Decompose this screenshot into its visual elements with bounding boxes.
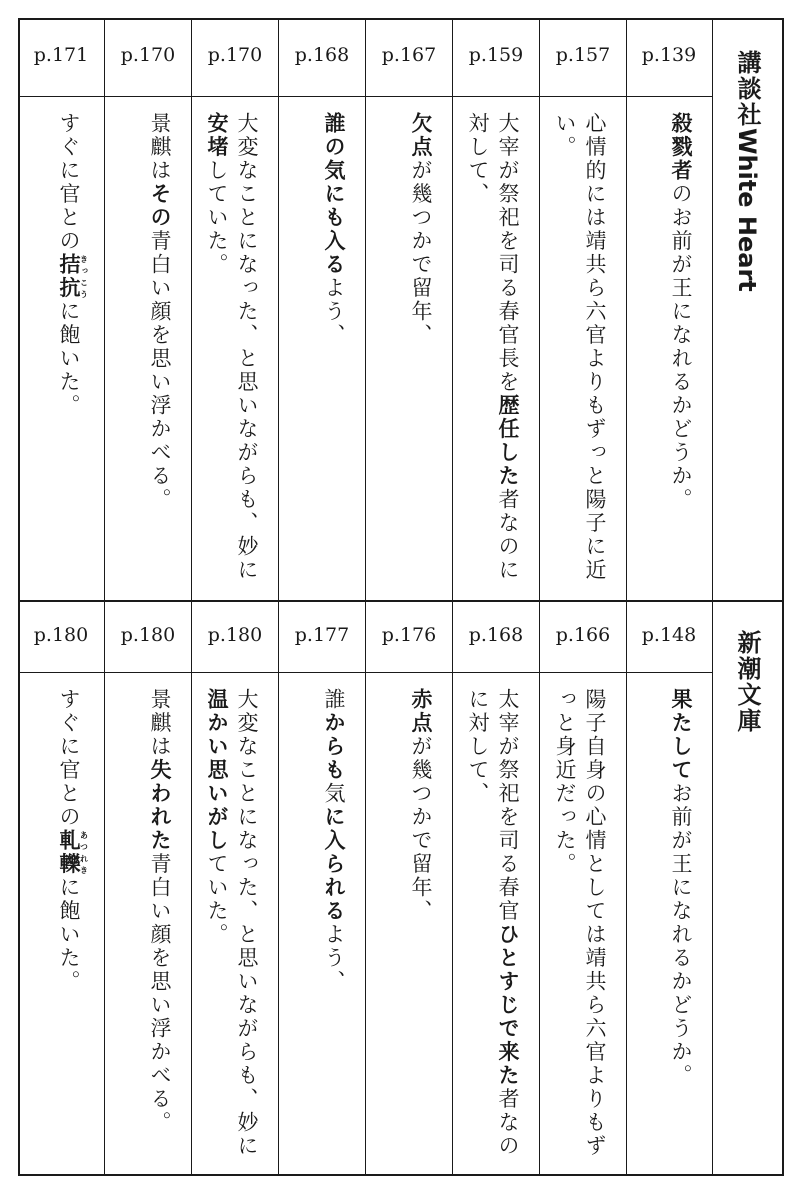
quote-text: 欠点が幾つかで留年、	[409, 112, 433, 347]
publisher-column-divider	[712, 20, 713, 1174]
column-divider	[104, 20, 105, 1174]
page-number: p.148	[641, 624, 697, 646]
quote-text: 誰からも気に入られるよう、	[322, 688, 346, 994]
quote-text: 景麒はその青白い顔を思い浮かべる。	[148, 112, 172, 512]
comparison-table	[18, 18, 784, 1176]
quote-text: 誰の気にも入るよう、	[322, 112, 346, 347]
edition-divider	[20, 600, 782, 602]
page-number: p.170	[120, 44, 176, 66]
quote-text: 大変なことになった、と思いながらも、妙に温かい思いがしていた。	[205, 688, 259, 1158]
quote-text: 景麒は失われた青白い顔を思い浮かべる。	[148, 688, 172, 1135]
publisher-label-top: 講談社White Heart	[733, 50, 761, 292]
column-divider	[626, 20, 627, 1174]
quote-text: すぐに官との軋轢あつれきに飽いた。	[57, 688, 89, 994]
page-number: p.157	[555, 44, 611, 66]
page-number: p.180	[120, 624, 176, 646]
page-number: p.170	[207, 44, 263, 66]
column-divider	[191, 20, 192, 1174]
page-number: p.159	[468, 44, 524, 66]
quote-text: 赤点が幾つかで留年、	[409, 688, 433, 923]
page-number: p.167	[381, 44, 437, 66]
column-divider	[452, 20, 453, 1174]
quote-text: 太宰が祭祀を司る春官ひとすじで来た者なのに対して、	[466, 688, 520, 1158]
page-number: p.180	[207, 624, 263, 646]
page-number: p.168	[294, 44, 350, 66]
quote-text: 大変なことになった、と思いながらも、妙に安堵していた。	[205, 112, 259, 582]
quote-text: すぐに官との拮抗きっこうに飽いた。	[57, 112, 89, 418]
page-number: p.139	[641, 44, 697, 66]
page-number: p.166	[555, 624, 611, 646]
page-number: p.168	[468, 624, 524, 646]
page-number: p.171	[33, 44, 89, 66]
publisher-label-bottom: 新潮文庫	[733, 630, 761, 734]
page-number: p.177	[294, 624, 350, 646]
quote-text: 心情的には靖共ら六官よりもずっと陽子に近い。	[553, 112, 607, 582]
page-number: p.176	[381, 624, 437, 646]
page-number: p.180	[33, 624, 89, 646]
column-divider	[278, 20, 279, 1174]
page-header-divider	[20, 96, 712, 97]
column-divider	[365, 20, 366, 1174]
quote-text: 陽子自身の心情としては靖共ら六官よりもずっと身近だった。	[553, 688, 607, 1158]
quote-text: 大宰が祭祀を司る春官長を歴任した者なのに対して、	[466, 112, 520, 582]
quote-text: 殺戮者のお前が王になれるかどうか。	[669, 112, 693, 512]
column-divider	[539, 20, 540, 1174]
page-header-divider	[20, 672, 712, 673]
quote-text: 果たしてお前が王になれるかどうか。	[669, 688, 693, 1088]
